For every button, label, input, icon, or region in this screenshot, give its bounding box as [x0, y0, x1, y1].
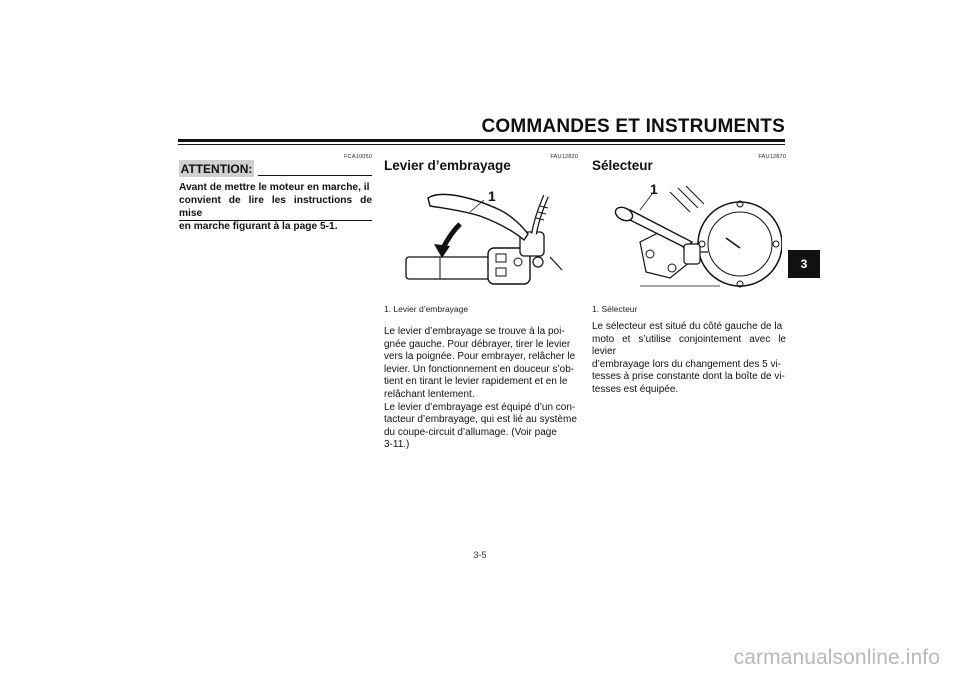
shift-body-line: Le sélecteur est situé du côté gauche de la	[592, 321, 783, 332]
clutch-body-line: vers la poignée. Pour embrayer, relâcher le	[384, 351, 576, 363]
chapter-tab: 3	[788, 250, 820, 278]
clutch-lever-illustration	[400, 182, 570, 292]
attention-rule	[258, 175, 372, 176]
shift-callout-number: 1	[650, 181, 658, 197]
clutch-body-line: Le levier d’embrayage est équipé d’un con-	[384, 401, 576, 413]
clutch-code: FAU12820	[550, 154, 578, 160]
shift-pedal-drawing	[600, 182, 782, 294]
clutch-caption: 1. Levier d’embrayage	[384, 304, 469, 314]
clutch-body-line: tacteur d’embrayage, qui est lié au système	[384, 414, 577, 426]
shift-body-line: d’embrayage lors du changement des 5 vi-	[592, 358, 781, 370]
shift-caption: 1. Sélecteur	[592, 304, 638, 314]
shift-body-line: moto et s’utilise conjointement avec le levier	[592, 333, 786, 358]
clutch-body-line: gnée gauche. Pour débrayer, tirer le levier	[384, 338, 571, 350]
clutch-callout-number: 1	[488, 188, 496, 204]
clutch-body	[384, 326, 578, 452]
clutch-body-line: 3-11.)	[384, 439, 410, 451]
clutch-lever-drawing	[400, 182, 570, 292]
page-number: 3-5	[473, 550, 487, 560]
shift-body-line: tesses est équipée.	[592, 383, 679, 395]
attention-bottom-rule	[179, 220, 372, 221]
attention-line: convient de lire les instructions de mise	[179, 195, 372, 219]
header-rule	[178, 139, 785, 142]
clutch-title: Levier d’embrayage	[384, 158, 511, 173]
attention-badge: ATTENTION:	[180, 161, 253, 176]
clutch-body-line: Le levier d’embrayage se trouve à la poi-	[384, 326, 565, 337]
clutch-body-line: relâchant lentement.	[384, 388, 475, 400]
clutch-body-line: du coupe-circuit d’allumage. (Voir page	[384, 426, 557, 438]
shift-pedal-illustration	[600, 182, 782, 294]
attention-text	[179, 181, 372, 233]
shift-body-line: tesses à prise constante dont la boîte de vi-	[592, 371, 785, 383]
header-rule-thin	[178, 144, 785, 145]
shift-code: FAU12870	[758, 154, 786, 160]
page-title: COMMANDES ET INSTRUMENTS	[481, 116, 785, 137]
attention-line: Avant de mettre le moteur en marche, il	[179, 182, 370, 193]
attention-line: en marche figurant à la page 5-1.	[179, 221, 338, 232]
watermark-link[interactable]: carmanualsonline.info	[733, 646, 940, 669]
shift-body	[592, 321, 786, 397]
attention-code: FCA10050	[344, 154, 372, 160]
clutch-body-line: tient en tirant le levier rapidement et en le	[384, 376, 568, 388]
clutch-body-line: levier. Un fonctionnement en douceur s’ob-	[384, 363, 575, 375]
shift-title: Sélecteur	[592, 158, 653, 173]
